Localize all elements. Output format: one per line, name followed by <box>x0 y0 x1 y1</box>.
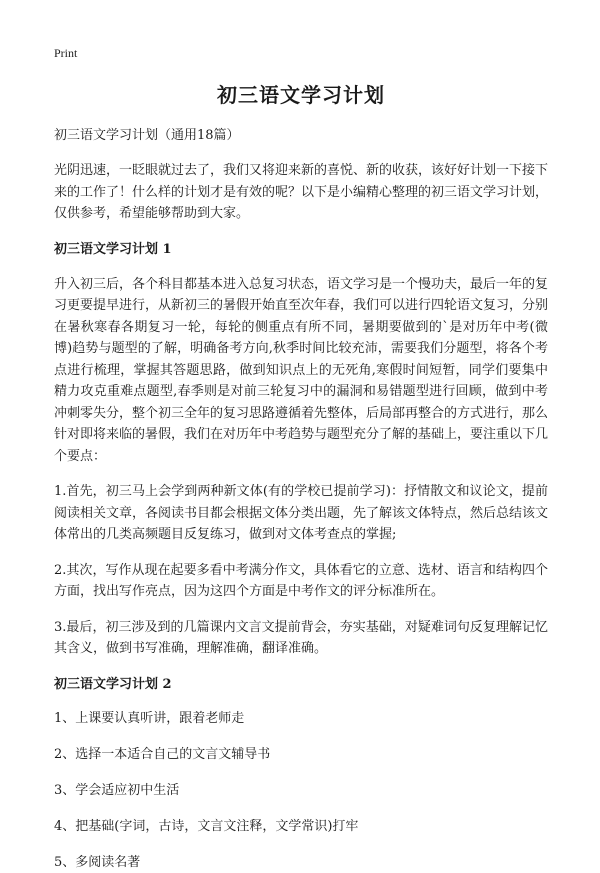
list-item: 3、学会适应初中生活 <box>54 782 180 798</box>
section-heading-1: 初三语文学习计划 1 <box>54 241 172 257</box>
section1-paragraph: 升入初三后，各个科目都基本进入总复习状态，语文学习是一个慢功夫，最后一年的复习更要提早进行，从新初三的暑假开始直至次年春，我们可以进行四轮语文复习，分别在暑秋寒春各期复习一轮，每轮的侧重点有所不同，暑期要做到的`是对历年中考(微博)趋势与题型的了解，明确备考方向,秋季时间比较充沛，需要我们分题型，将各个考点进行梳理，掌握其答题思路，做到知识点上的无死角,寒假时间短暂，同学们要集中精力攻克重难点题型,春季则是对前三轮复习中的漏洞和易错题型进行回顾，做到中考冲刺零失分，整个初三全年的复习思路遵循着先整体，后局部再整合的方式进行，那么针对即将来临的暑假，我们在对历年中考趋势与题型充分了解的基础上，要注重以下几个要点： <box>54 276 549 464</box>
section1-point-1: 1.首先，初三马上会学到两种新文体(有的学校已提前学习)：抒情散文和议论文，提前阅读相关文章，各阅读书目都会根据文体分类出题，先了解该文体特点，然后总结该文体常出的几类高频题目反复练习，做到对文体考查点的掌握; <box>54 484 549 542</box>
intro-paragraph: 光阴迅速，一眨眼就过去了，我们又将迎来新的喜悦、新的收获，该好好计划一下接下来的工作了！什么样的计划才是有效的呢？以下是小编精心整理的初三语文学习计划，仅供参考，希望能够帮助到大家。 <box>54 163 549 221</box>
list-item: 1、上课要认真听讲，跟着老师走 <box>54 710 245 726</box>
section1-point-3: 3.最后，初三涉及到的几篇课内文言文提前背会，夯实基础，对疑难词句反复理解记忆其含义，做到书写准确，理解准确，翻译准确。 <box>54 619 548 656</box>
section-heading-2: 初三语文学习计划 2 <box>54 676 172 692</box>
page-title: 初三语文学习计划 <box>217 83 385 107</box>
list-item: 2、选择一本适合自己的文言文辅导书 <box>54 746 271 762</box>
list-item: 4、把基础(字词，古诗，文言文注释，文学常识)打牢 <box>54 818 359 834</box>
document-subtitle: 初三语文学习计划（通用18篇） <box>54 128 240 143</box>
section1-point-2: 2.其次，写作从现在起要多看中考满分作文，具体看它的立意、选材、语言和结构四个方面，找出写作亮点，因为这四个方面是中考作文的评分标准所在。 <box>54 562 548 599</box>
document-body <box>54 72 548 873</box>
section2-list <box>54 709 548 873</box>
print-link[interactable]: Print <box>54 46 78 60</box>
list-item: 5、多阅读名著 <box>54 854 141 870</box>
